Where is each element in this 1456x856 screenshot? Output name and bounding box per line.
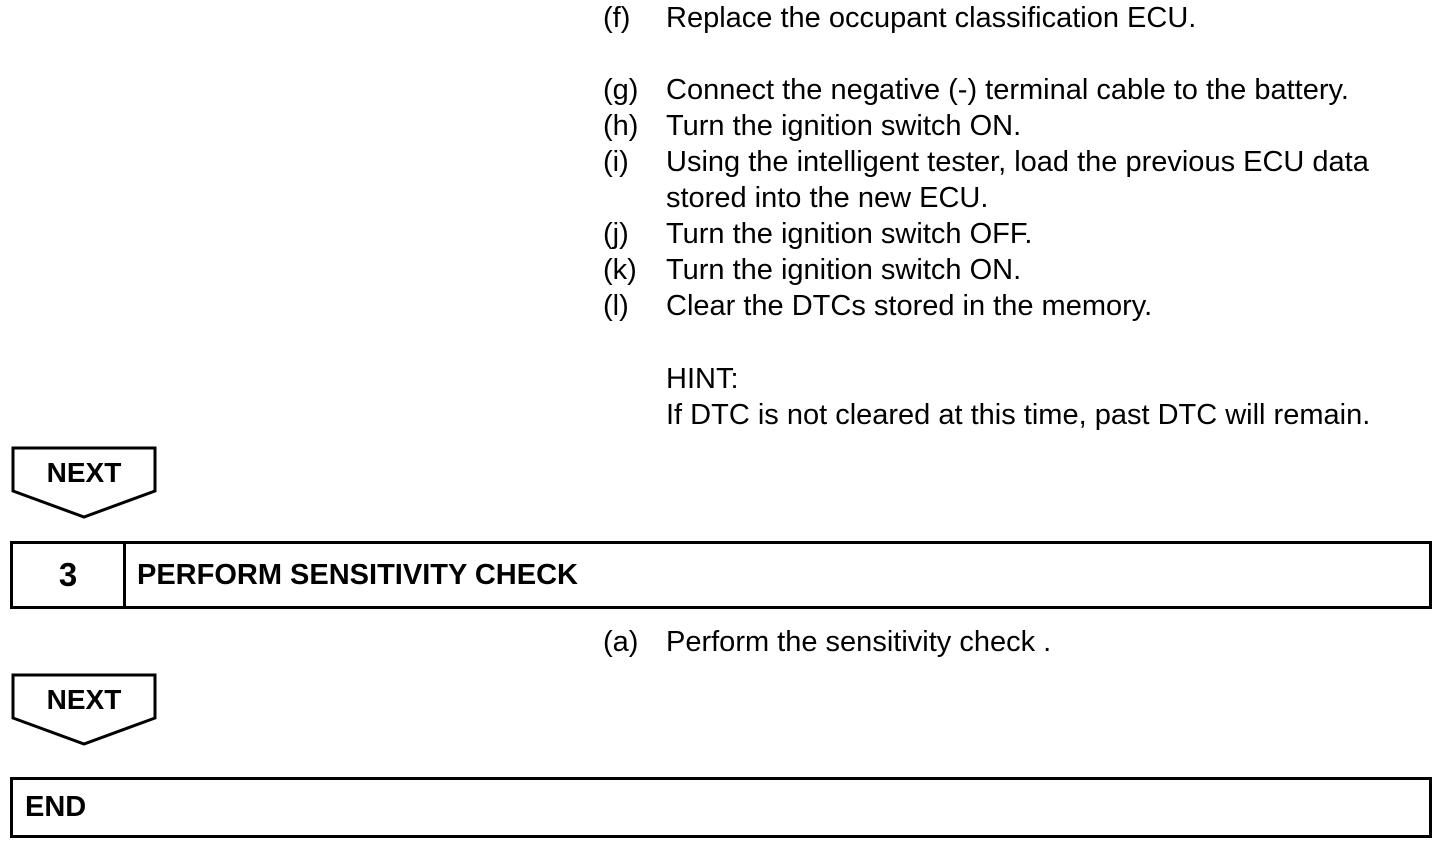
step-text: stored into the new ECU.: [666, 182, 989, 214]
step-text: Connect the negative (-) terminal cable to the battery.: [666, 74, 1349, 106]
end-label: END: [25, 791, 87, 823]
step-text: Perform the sensitivity check .: [666, 626, 1052, 658]
step-text: Turn the ignition switch ON.: [666, 110, 1022, 142]
hint-text: If DTC is not cleared at this time, past DTC will remain.: [666, 399, 1371, 431]
hint-heading: HINT:: [666, 363, 739, 395]
next-label: NEXT: [46, 684, 122, 715]
step-label: (g): [603, 74, 639, 106]
next-button[interactable]: [11, 673, 157, 747]
step-text: Using the intelligent tester, load the previous ECU data: [666, 146, 1369, 178]
next-button[interactable]: [11, 446, 157, 520]
step-label: (h): [603, 110, 639, 142]
end-box: [10, 777, 1432, 838]
step-label: (l): [603, 290, 629, 322]
step-text: Replace the occupant classification ECU.: [666, 2, 1197, 34]
next-label: NEXT: [46, 457, 122, 488]
step-label: (f): [603, 2, 631, 34]
step-text: Turn the ignition switch OFF.: [666, 218, 1033, 250]
section-header: [10, 541, 1432, 609]
step-text: Turn the ignition switch ON.: [666, 254, 1022, 286]
step-label: (i): [603, 146, 629, 178]
section-number: 3: [13, 544, 126, 606]
step-text: Clear the DTCs stored in the memory.: [666, 290, 1153, 322]
step-label: (j): [603, 218, 629, 250]
section-title: PERFORM SENSITIVITY CHECK: [137, 559, 578, 591]
step-label: (a): [603, 626, 639, 658]
step-label: (k): [603, 254, 637, 286]
